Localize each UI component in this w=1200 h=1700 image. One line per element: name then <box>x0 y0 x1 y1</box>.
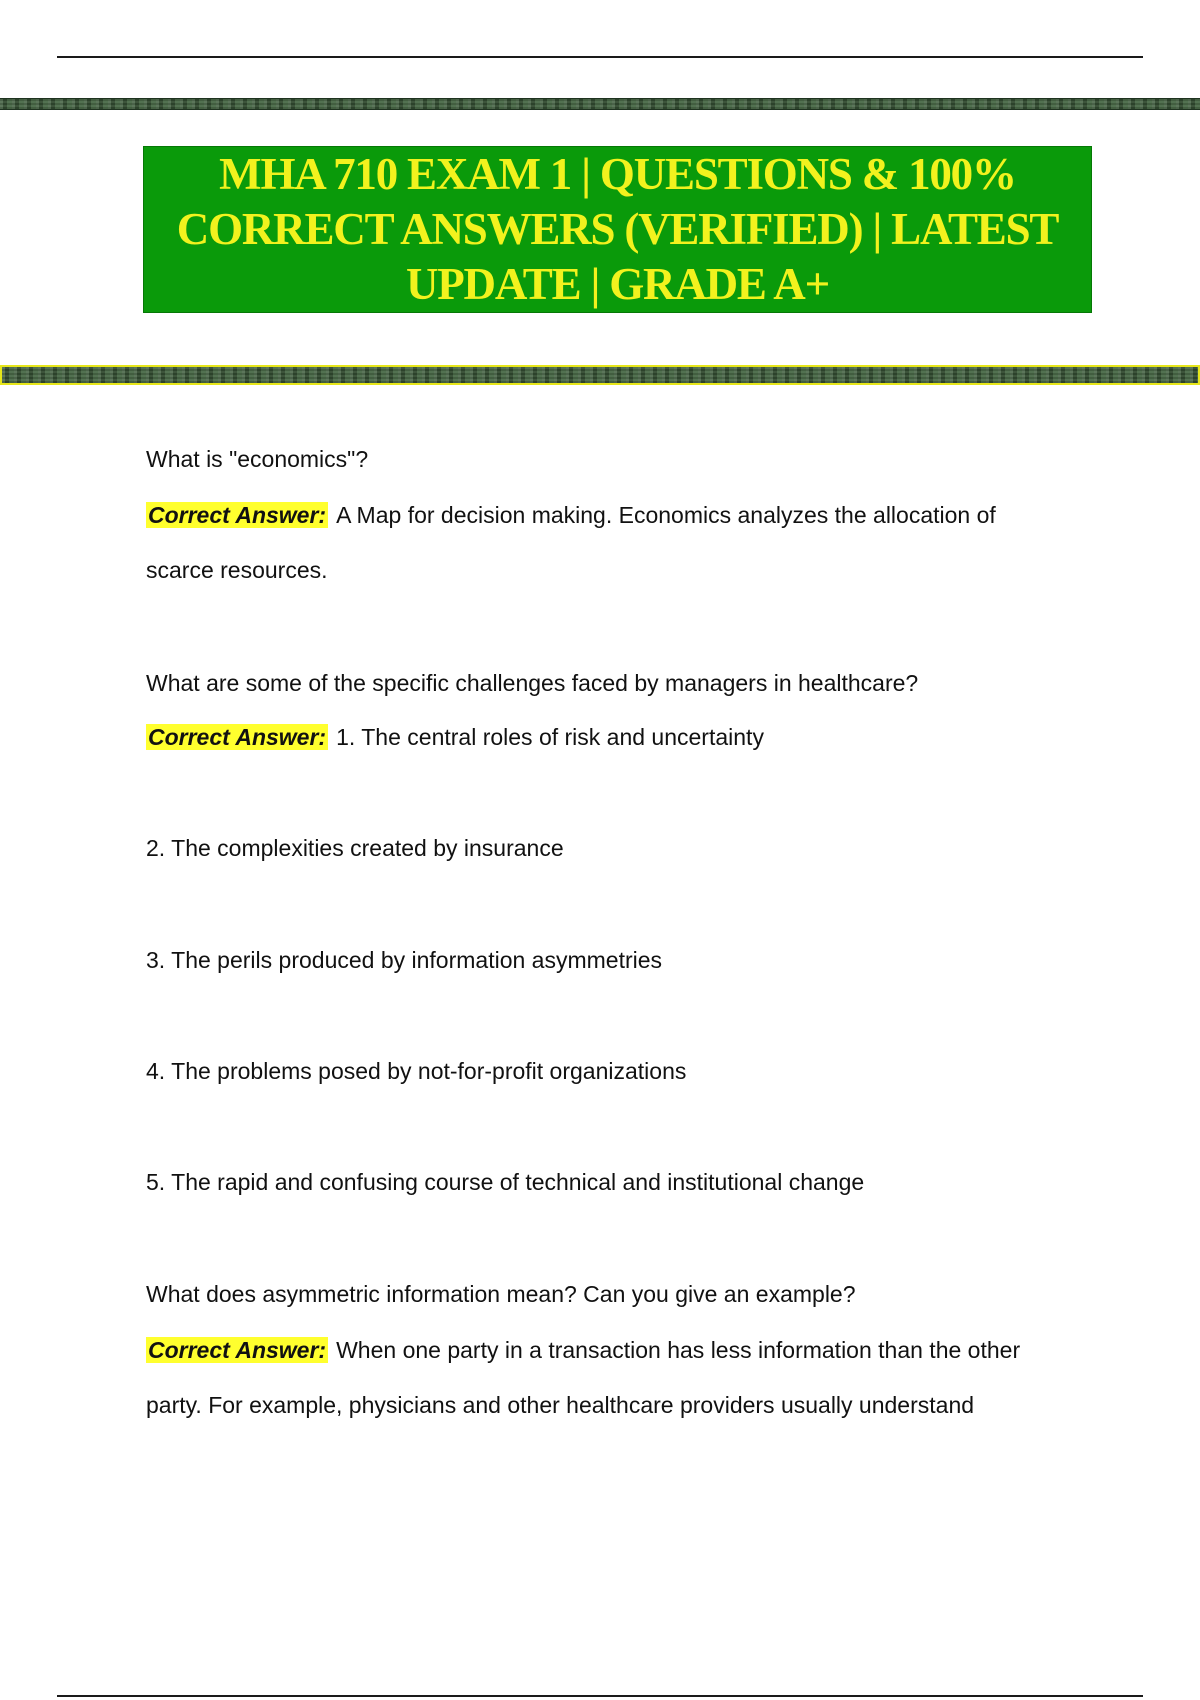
correct-answer-label: Correct Answer: <box>148 724 327 750</box>
title-line-1: MHA 710 EXAM 1 | QUESTIONS & 100% <box>219 149 1016 199</box>
question-1: What is "economics"? <box>146 446 369 472</box>
document-title <box>173 147 1062 312</box>
decorative-band-bottom <box>0 365 1200 385</box>
title-line-2: CORRECT ANSWERS (VERIFIED) | LATEST <box>176 204 1059 254</box>
answer-2-line-3: 3. The perils produced by information asymmetries <box>146 947 663 973</box>
title-line-3: UPDATE | GRADE A+ <box>405 259 830 309</box>
answer-3-text: When one party in a transaction has less information than the other <box>336 1337 1021 1363</box>
answer-2-line-5: 5. The rapid and confusing course of technical and institutional change <box>146 1169 865 1195</box>
answer-3-line-1 <box>146 1335 1020 1365</box>
answer-2-line-2: 2. The complexities created by insurance <box>146 835 564 861</box>
answer-2-line-4: 4. The problems posed by not-for-profit organizations <box>146 1058 687 1084</box>
answer-1-line-1 <box>146 500 996 530</box>
answer-1-line-2: scarce resources. <box>146 557 328 583</box>
correct-answer-label: Correct Answer: <box>148 1337 327 1363</box>
document-title-box <box>143 146 1092 313</box>
header-rule <box>57 56 1143 58</box>
answer-3-line-2: party. For example, physicians and other healthcare providers usually understand <box>146 1392 975 1418</box>
footer-rule <box>57 1695 1143 1697</box>
decorative-band-top <box>0 98 1200 110</box>
correct-answer-label: Correct Answer: <box>148 502 327 528</box>
question-2: What are some of the specific challenges faced by managers in healthcare? <box>146 670 919 696</box>
question-3: What does asymmetric information mean? Can you give an example? <box>146 1281 856 1307</box>
answer-1-text: A Map for decision making. Economics analyzes the allocation of <box>336 502 996 528</box>
answer-2-text: 1. The central roles of risk and uncertainty <box>336 724 764 750</box>
answer-2-line-1 <box>146 722 764 752</box>
